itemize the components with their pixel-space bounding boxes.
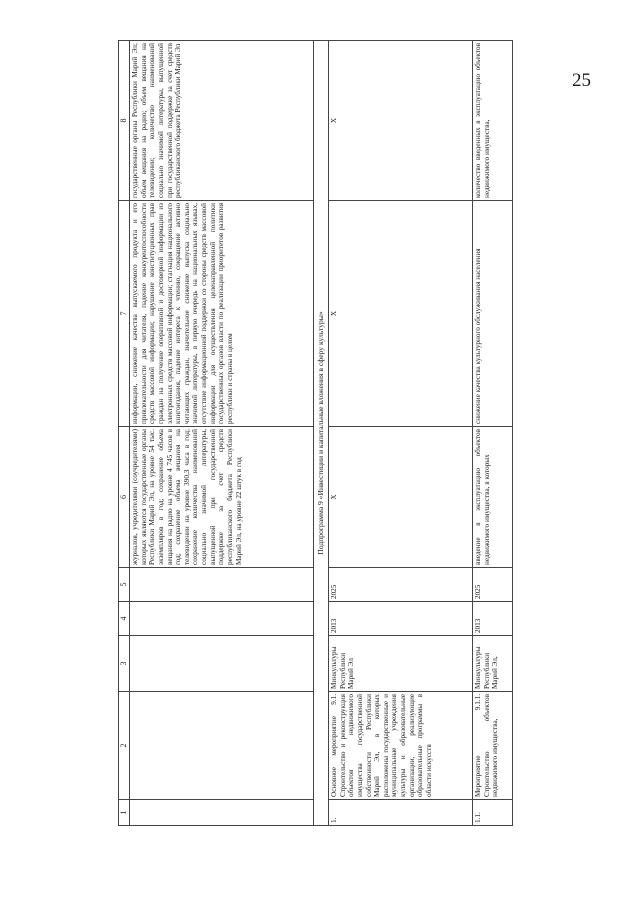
cell-empty — [130, 692, 314, 800]
cell-empty — [130, 568, 314, 602]
cell-end-year: 2025 — [329, 568, 473, 602]
cell-executor: Минкультуры Республики Марий Эл — [329, 636, 473, 692]
table-row-continuation — [130, 41, 314, 826]
cell-consequence: X — [329, 201, 473, 427]
measures-table — [118, 40, 513, 826]
column-number-row — [119, 41, 130, 826]
cell-indicator: государственные органы Республики Марий Эл; объем вещания на радио; объем вещания на телевидении; количество наименований социально значимой литературы, выпущенной при государственной поддержке за счет средств республиканского бюджета Республики Марий Эл — [130, 41, 314, 201]
cell-result: журналов, учредителями (соучредителями) которых являются государственные органы Республики Марий Эл, на уровне 54 тыс. экземпляров в год; сохранение объема вещания на радио на уровне 4 745 часов в год; сохранение объема вещания на телевидении на уровне 390,3 часа в год; сохранение количества наименований социально значимой литературы, выпущенной при государственной поддержке за счет средств республиканского бюджета Республики Марий Эл, на уровне 22 штук в год — [130, 427, 314, 568]
cell-consequence: информации, снижение качества выпускаемого продукта и его привлекательности для читателя, падение конкурентоспособности средств массовой информации; нарушение конституционных прав граждан на получение оперативной и достоверной информации из электронных средств массовой информации; стагнация национального книгоиздания, падение интереса к чтению, сокращение активно читающих граждан, значительное снижение выпуска социально значимой литературы, в первую очередь на национальных языках, отсутствие информационной поддержки со стороны средств массовой информации для осуществления целенаправленной политики государственных органов власти по реализации приоритетов развития республики и страны в целом — [130, 201, 314, 427]
column-number: 3 — [119, 636, 130, 692]
cell-num: 1. — [329, 800, 473, 826]
cell-end-year: 2025 — [473, 568, 513, 602]
table-row — [473, 41, 513, 826]
cell-result: X — [329, 427, 473, 568]
cell-indicator: X — [329, 41, 473, 201]
cell-name: Основное мероприятие 9.1. Строительство и реконструкция объектов недвижимого имущества государственной собственности Республики Марий Эл, в которых расположены государственные и муниципальные учреждения культуры и образовательные организации, реализующие образовательные программы в области искусств — [329, 692, 473, 800]
column-number: 2 — [119, 692, 130, 800]
column-number: 7 — [119, 201, 130, 427]
page-number: 25 — [572, 70, 591, 91]
cell-consequence: снижение качества культурного обслуживания населения — [473, 201, 513, 427]
cell-start-year: 2013 — [329, 602, 473, 636]
subprogram-title: Подпрограмма 9 «Инвестиции и капитальные вложения в сферу культуры» — [314, 41, 329, 826]
column-number: 6 — [119, 427, 130, 568]
cell-empty — [130, 800, 314, 826]
cell-start-year: 2013 — [473, 602, 513, 636]
column-number: 5 — [119, 568, 130, 602]
cell-result: введение в эксплуатацию объектов недвижимого имущества, в которых — [473, 427, 513, 568]
column-number: 1 — [119, 800, 130, 826]
column-number: 8 — [119, 41, 130, 201]
cell-num: 1.1. — [473, 800, 513, 826]
cell-executor: Минкультуры Республики Марий Эл, — [473, 636, 513, 692]
column-number: 4 — [119, 602, 130, 636]
table-row — [329, 41, 473, 826]
cell-name: Мероприятие 9.1.1. Строительство объектов недвижимого имущества, — [473, 692, 513, 800]
rotated-table-wrapper — [118, 41, 639, 826]
cell-empty — [130, 602, 314, 636]
cell-empty — [130, 636, 314, 692]
subprogram-row — [314, 41, 329, 826]
cell-indicator: количество введенных в эксплуатацию объектов недвижимого имущества, — [473, 41, 513, 201]
